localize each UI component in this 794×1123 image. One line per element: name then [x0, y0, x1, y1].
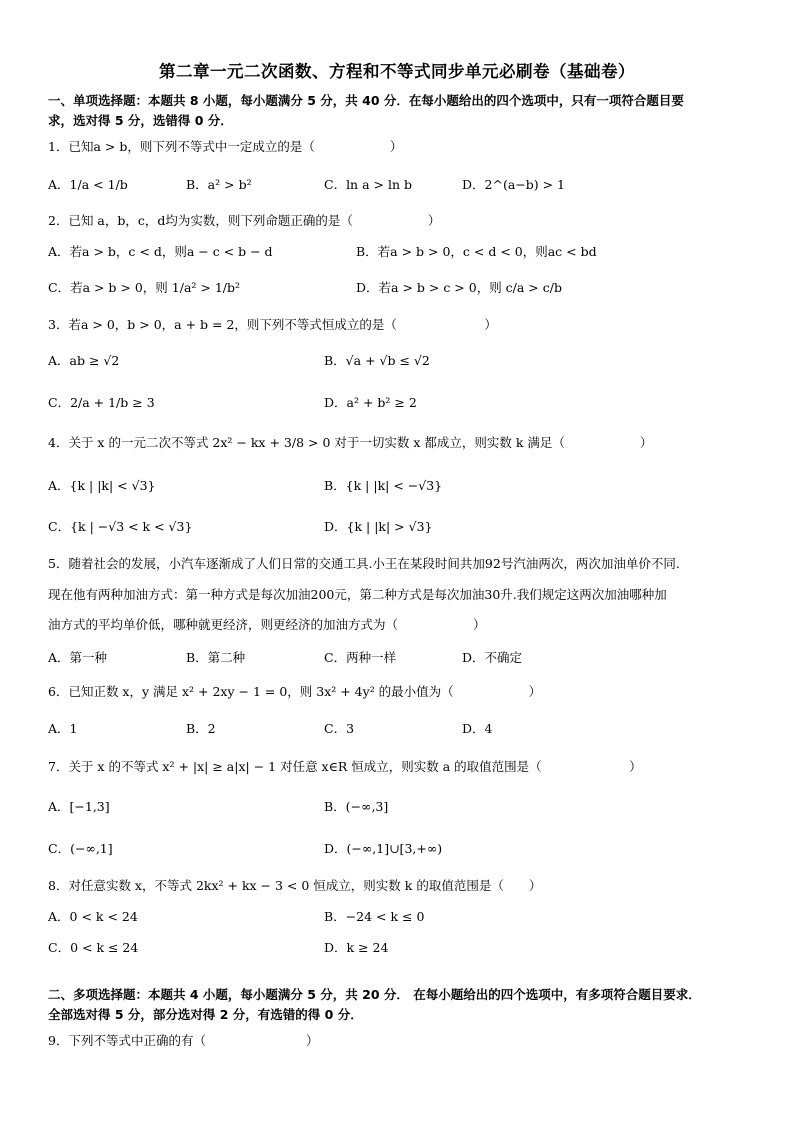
- q6-option-c: C．3: [324, 721, 355, 736]
- q3-option-a: A．ab ≥ √2: [48, 353, 120, 368]
- q8-option-d: D．k ≥ 24: [324, 940, 389, 955]
- q4-option-a: A．{k | |k| < √3}: [48, 478, 156, 493]
- q6-option-d: D．4: [462, 721, 493, 736]
- q8-option-b: B．−24 < k ≤ 0: [324, 909, 425, 924]
- q7-option-c: C．(−∞,1]: [48, 841, 113, 856]
- q6-option-a: A．1: [48, 721, 78, 736]
- q7-option-a: A．[−1,3]: [48, 799, 110, 814]
- section2-instructions-line1: 二、多项选择题：本题共 4 小题，每小题满分 5 分，共 20 分． 在每小题给出的四个选项中，有多项符合题目要求．: [48, 987, 701, 1002]
- q6-stem: 6．已知正数 x，y 满足 x² + 2xy − 1 = 0，则 3x² + 4y² 的最小值为（ ）: [48, 684, 542, 699]
- q5-option-a: A．第一种: [48, 650, 108, 665]
- q1-option-c: C．ln a > ln b: [324, 177, 412, 192]
- q5-option-d: D．不确定: [462, 650, 523, 665]
- q2-option-c: C．若a > b > 0，则 1/a² > 1/b²: [48, 280, 241, 295]
- q3-option-c: C．2/a + 1/b ≥ 3: [48, 395, 155, 410]
- q7-option-d: D．(−∞,1]∪[3,+∞): [324, 841, 443, 856]
- section2-instructions-line2: 全部选对得 5 分，部分选对得 2 分，有选错的得 0 分．: [48, 1007, 363, 1022]
- section1-instructions-line1: 一、单项选择题：本题共 8 小题，每小题满分 5 分，共 40 分．在每小题给出的四个选项中，只有一项符合题目要: [48, 93, 684, 108]
- q7-stem: 7．关于 x 的不等式 x² + |x| ≥ a|x| − 1 对任意 x∈R 恒成立，则实数 a 的取值范围是（ ）: [48, 759, 642, 774]
- q4-stem: 4．关于 x 的一元二次不等式 2x² − kx + 3/8 > 0 对于一切实数 x 都成立，则实数 k 满足（ ）: [48, 435, 653, 450]
- q2-option-d: D．若a > b > c > 0，则 c/a > c/b: [356, 280, 562, 295]
- q5-option-b: B．第二种: [186, 650, 246, 665]
- q4-option-d: D．{k | |k| > √3}: [324, 519, 433, 534]
- q4-option-b: B．{k | |k| < −√3}: [324, 478, 443, 493]
- q1-option-d: D．2^(a−b) > 1: [462, 177, 566, 192]
- q5-stem-line2: 现在他有两种加油方式：第一种方式是每次加油200元，第二种方式是每次加油30升.我们规定这两次加油哪种加: [48, 587, 667, 602]
- q5-option-c: C．两种一样: [324, 650, 397, 665]
- q2-stem: 2．已知 a，b，c，d均为实数，则下列命题正确的是（ ）: [48, 213, 441, 228]
- q3-stem: 3．若a > 0，b > 0，a + b = 2，则下列不等式恒成立的是（ ）: [48, 317, 497, 332]
- q2-option-a: A．若a > b，c < d，则a − c < b − d: [48, 244, 273, 259]
- q9-stem: 9．下列不等式中正确的有（ ）: [48, 1033, 319, 1048]
- q6-option-b: B．2: [186, 721, 216, 736]
- q3-option-b: B．√a + √b ≤ √2: [324, 353, 430, 368]
- q2-option-b: B．若a > b > 0，c < d < 0，则ac < bd: [356, 244, 597, 259]
- section1-instructions-line2: 求，选对得 5 分，选错得 0 分．: [48, 113, 233, 128]
- q8-option-a: A．0 < k < 24: [48, 909, 138, 924]
- q1-option-a: A．1/a < 1/b: [48, 177, 128, 192]
- q8-option-c: C．0 < k ≤ 24: [48, 940, 139, 955]
- q1-stem: 1．已知a > b，则下列不等式中一定成立的是（ ）: [48, 139, 403, 154]
- q8-stem: 8．对任意实数 x，不等式 2kx² + kx − 3 < 0 恒成立，则实数 k 的取值范围是（ ）: [48, 878, 542, 893]
- q5-stem-line1: 5．随着社会的发展，小汽车逐渐成了人们日常的交通工具.小王在某段时间共加92号汽油两次，两次加油单价不同.: [48, 556, 680, 571]
- q1-option-b: B．a² > b²: [186, 177, 252, 192]
- q7-option-b: B．(−∞,3]: [324, 799, 389, 814]
- q3-option-d: D．a² + b² ≥ 2: [324, 395, 417, 410]
- q4-option-c: C．{k | −√3 < k < √3}: [48, 519, 193, 534]
- q5-stem-line3: 油方式的平均单价低，哪种就更经济，则更经济的加油方式为（ ）: [48, 617, 486, 632]
- page-title: 第二章一元二次函数、方程和不等式同步单元必刷卷（基础卷）: [159, 62, 635, 81]
